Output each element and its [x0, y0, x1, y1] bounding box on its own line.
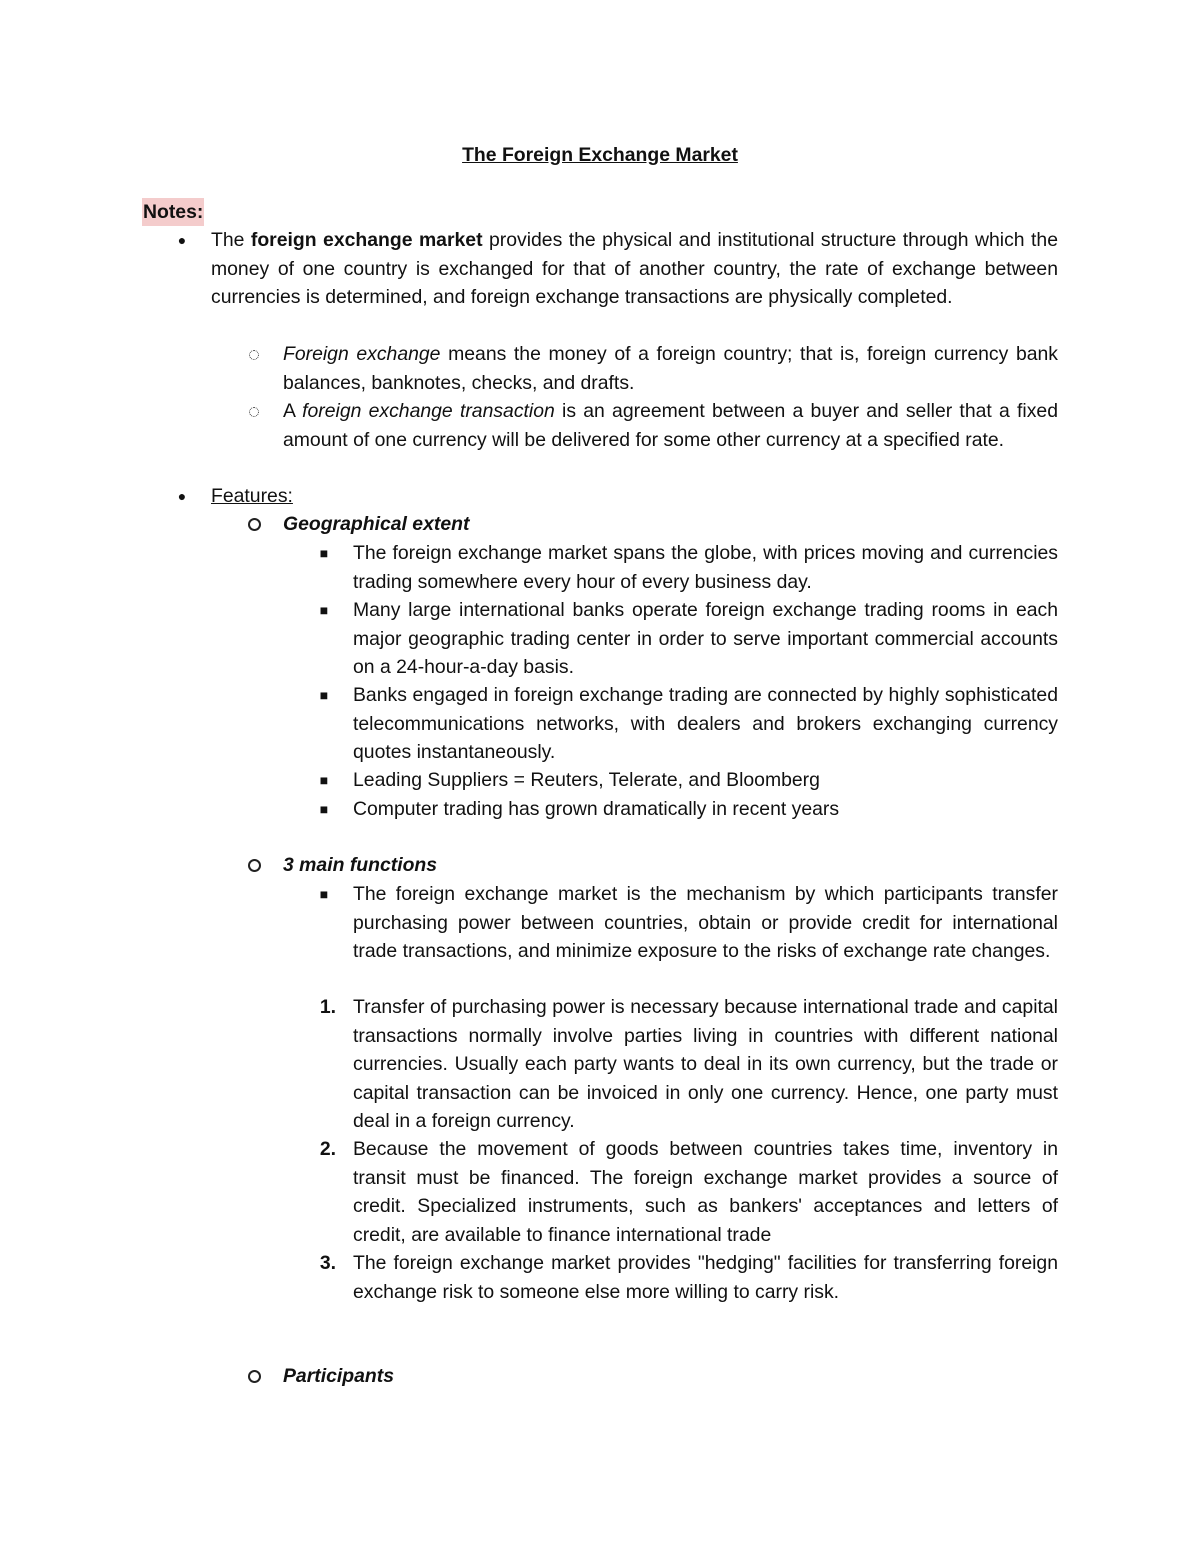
- italic-term: Foreign exchange: [283, 343, 441, 365]
- notes-label: Notes:: [142, 198, 204, 226]
- list-number: 1.: [319, 996, 336, 1018]
- dotted-circle-bullet-icon: [242, 340, 266, 369]
- page-title: The Foreign Exchange Market: [462, 144, 738, 166]
- list-item-text: Because the movement of goods between countries takes time, inventory in transit must be financed. The foreign exchange market provides a source of credit. Specialized instruments, such as bankers' acceptances and letters of credit, are available to finance international trade: [353, 1138, 1058, 1246]
- list-item-text: The foreign exchange market is the mechanism by which participants transfer purchasing power between countries, obtain or provide credit for international trade transactions, and minimize exposure to the risks of exchange rate changes.: [353, 883, 1058, 962]
- list-item-text: Leading Suppliers = Reuters, Telerate, and Bloomberg: [353, 769, 820, 791]
- features-label: Features:: [211, 485, 293, 507]
- list-item-text: A foreign exchange transaction is an agreement between a buyer and seller that a fixed amount of one currency will be delivered for some other currency at a specified rate.: [283, 400, 1058, 451]
- list-item-text: Many large international banks operate foreign exchange trading rooms in each major geographic trading center in order to serve important commercial accounts on a 24-hour-a-day basis.: [353, 599, 1058, 678]
- bold-term: foreign exchange market: [250, 229, 483, 251]
- dotted-circle-bullet-icon: [242, 397, 266, 426]
- list-number: 3.: [319, 1252, 336, 1274]
- filled-circle-bullet-icon: ●: [177, 488, 187, 504]
- list-item-text: Computer trading has grown dramatically in recent years: [353, 798, 840, 820]
- list-item-text: Banks engaged in foreign exchange trading are connected by highly sophisticated telecommunications networks, with dealers and brokers exchanging currency quotes instantaneously.: [353, 684, 1058, 763]
- filled-square-bullet-icon: ■: [319, 886, 329, 902]
- section-heading: Participants: [283, 1365, 394, 1387]
- section-heading: Geographical extent: [283, 513, 470, 535]
- filled-circle-bullet-icon: ●: [177, 232, 187, 248]
- italic-term: foreign exchange transaction: [302, 400, 555, 422]
- hollow-circle-bullet-icon: [242, 851, 266, 880]
- filled-square-bullet-icon: ■: [319, 687, 329, 703]
- list-item-text: [211, 482, 1058, 511]
- list-item-text: The foreign exchange market provides the physical and institutional structure through which the money of one country is exchanged for that of another country, the rate of exchange between currencies is determined, and foreign exchange transactions are physically completed.: [211, 229, 1058, 308]
- section-heading: 3 main functions: [283, 854, 438, 876]
- filled-square-bullet-icon: ■: [319, 801, 329, 817]
- hollow-circle-bullet-icon: [242, 510, 266, 539]
- list-item-text: The foreign exchange market spans the globe, with prices moving and currencies trading somewhere every hour of every business day.: [353, 542, 1058, 593]
- hollow-circle-bullet-icon: [242, 1362, 266, 1391]
- list-item-text: Transfer of purchasing power is necessary because international trade and capital transactions normally involve parties living in countries with different national currencies. Usually each party wants to deal in its own currency, but the trade or capital transaction can be invoiced in only one currency. Hence, one party must deal in a foreign currency.: [353, 996, 1058, 1132]
- filled-square-bullet-icon: ■: [319, 602, 329, 618]
- list-item-text: The foreign exchange market provides "hedging" facilities for transferring foreign exchange risk to someone else more willing to carry risk.: [353, 1252, 1058, 1303]
- filled-square-bullet-icon: ■: [319, 772, 329, 788]
- list-item-text: Foreign exchange means the money of a foreign country; that is, foreign currency bank balances, banknotes, checks, and drafts.: [283, 343, 1058, 394]
- filled-square-bullet-icon: ■: [319, 545, 329, 561]
- list-number: 2.: [319, 1138, 336, 1160]
